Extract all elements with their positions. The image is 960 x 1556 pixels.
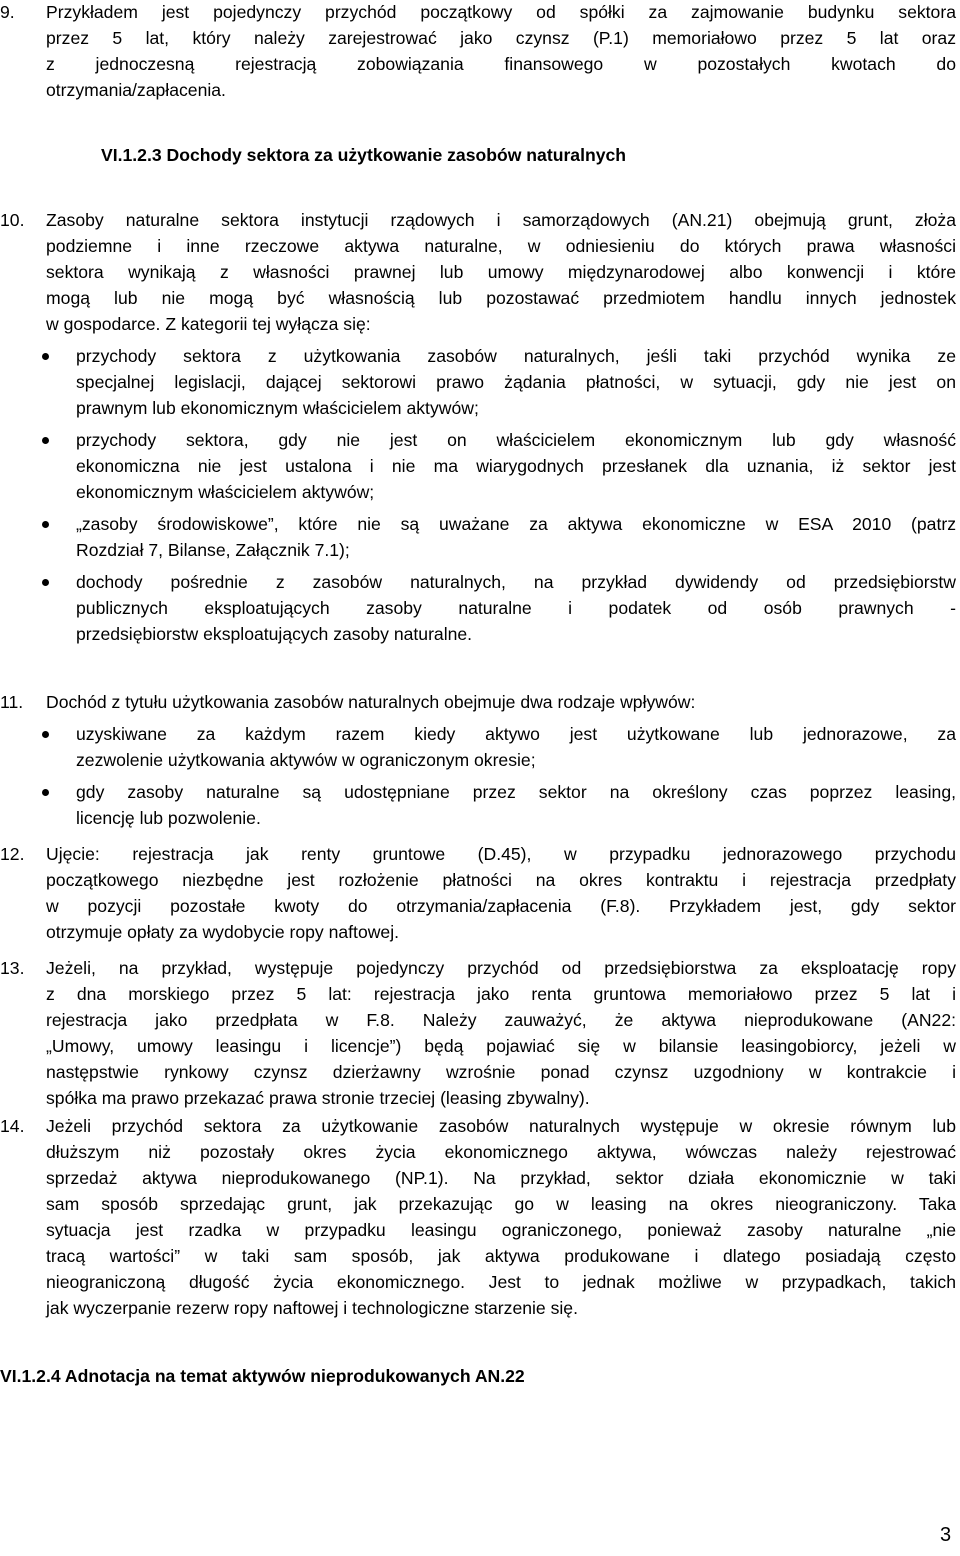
text-line: publicznych eksploatujących zasoby naturalne i podatek od osób prawnych - bbox=[76, 598, 956, 618]
text-line: ekonomiczna nie jest ustalona i nie ma wiarygodnych przesłanek dla uznania, iż sektor jest bbox=[76, 456, 956, 476]
text-line: otrzymania/zapłacenia. bbox=[46, 80, 226, 100]
text-line: Ujęcie: rejestracja jak renty gruntowe (D.45), w przypadku jednorazowego przychodu bbox=[46, 844, 956, 864]
text-line: w pozycji pozostałe kwoty do otrzymania/zapłacenia (F.8). Przykładem jest, gdy sektor bbox=[46, 896, 956, 916]
text-line: w gospodarce. Z kategorii tej wyłącza się: bbox=[46, 314, 371, 334]
text-line: ekonomicznym właścicielem aktywów; bbox=[76, 482, 375, 502]
text-line: podziemne i inne rzeczowe aktywa naturalne, w odniesieniu do których prawa własności bbox=[46, 236, 956, 256]
text-line: Zasoby naturalne sektora instytucji rządowych i samorządowych (AN.21) obejmują grunt, złoża bbox=[46, 210, 956, 230]
text-line: zezwolenie użytkowania aktywów w ograniczonym okresie; bbox=[76, 750, 536, 770]
text-line: następstwie rynkowy czynsz dzierżawny wzrośnie ponad czynsz uzgodniony w kontrakcie i bbox=[46, 1062, 956, 1082]
text-line: z jednoczesną rejestracją zobowiązania finansowego w pozostałych kwotach do bbox=[46, 54, 956, 74]
text-line: jak wyczerpanie rezerw ropy naftowej i technologiczne starzenie się. bbox=[46, 1298, 578, 1318]
text-line: „Umowy, umowy leasingu i licencje”) będą pojawiać się w bilansie leasingobiorcy, jeżeli w bbox=[46, 1036, 956, 1056]
text-line: nieograniczoną długość życia ekonomicznego. Jest to jednak możliwe w przypadkach, takich bbox=[46, 1272, 956, 1292]
text-line: dłuższym niż pozostały okres życia ekonomicznego aktywa, wówczas należy rejestrować bbox=[46, 1142, 956, 1162]
text-line: Przykładem jest pojedynczy przychód początkowy od spółki za zajmowanie budynku sektora bbox=[46, 2, 956, 22]
text-line: mogą lub nie mogą być własnością lub pozostawać przedmiotem handlu innych jednostek bbox=[46, 288, 956, 308]
text-line: gdy zasoby naturalne są udostępniane przez sektor na określony czas poprzez leasing, bbox=[76, 782, 956, 802]
text-line: początkowego niezbędne jest rozłożenie płatności na okres kontraktu i rejestracja przedpłaty bbox=[46, 870, 956, 890]
paragraph-number: 11. bbox=[0, 692, 24, 712]
paragraph-number: 10. bbox=[0, 210, 25, 230]
text-line: sytuacja jest rzadka w przypadku leasingu ograniczonego, ponieważ zasoby naturalne „nie bbox=[46, 1220, 956, 1240]
text-line: Jeżeli, na przykład, występuje pojedynczy przychód od przedsiębiorstwa za eksploatację ropy bbox=[46, 958, 956, 978]
text-line: z dna morskiego przez 5 lat: rejestracja jako renta gruntowa memoriałowo przez 5 lat i bbox=[46, 984, 956, 1004]
section-heading: VI.1.2.3 Dochody sektora za użytkowanie zasobów naturalnych bbox=[101, 145, 627, 165]
section-heading: VI.1.2.4 Adnotacja na temat aktywów nieprodukowanych AN.22 bbox=[0, 1366, 525, 1386]
page-number: 3 bbox=[940, 1524, 952, 1546]
paragraph-number: 14. bbox=[0, 1116, 25, 1136]
text-line: spółka ma prawo przekazać prawa stronie trzeciej (leasing zbywalny). bbox=[46, 1088, 590, 1108]
text-line: otrzymuje opłaty za wydobycie ropy naftowej. bbox=[46, 922, 400, 942]
bullet-icon bbox=[42, 437, 49, 444]
paragraph-number: 9. bbox=[0, 2, 15, 22]
paragraph-number: 13. bbox=[0, 958, 25, 978]
text-line: Dochód z tytułu użytkowania zasobów naturalnych obejmuje dwa rodzaje wpływów: bbox=[46, 692, 696, 712]
text-line: licencję lub pozwolenie. bbox=[76, 808, 261, 828]
text-line: sam sposób sprzedając grunt, jak przekazując go w leasing na okres nieograniczony. Taka bbox=[46, 1194, 956, 1214]
text-line: przychody sektora z użytkowania zasobów naturalnych, jeśli taki przychód wynika ze bbox=[76, 346, 956, 366]
text-line: tracą wartości” w taki sam sposób, jak aktywa produkowane i dlatego posiadają często bbox=[46, 1246, 956, 1266]
text-line: dochody pośrednie z zasobów naturalnych, na przykład dywidendy od przedsiębiorstw bbox=[76, 572, 956, 592]
text-line: sektora wynikają z własności prawnej lub umowy międzynarodowej albo konwencji i które bbox=[46, 262, 956, 282]
bullet-icon bbox=[42, 789, 49, 796]
text-line: rejestracja jako przedpłata w F.8. Należy zauważyć, że aktywa nieprodukowane (AN22: bbox=[46, 1010, 956, 1030]
text-line: „zasoby środowiskowe”, które nie są uważane za aktywa ekonomiczne w ESA 2010 (patrz bbox=[76, 514, 956, 534]
bullet-icon bbox=[42, 579, 49, 586]
bullet-icon bbox=[42, 731, 49, 738]
bullet-icon bbox=[42, 521, 49, 528]
text-line: sprzedaż aktywa nieprodukowanego (NP.1). Na przykład, sektor działa ekonomicznie w taki bbox=[46, 1168, 956, 1188]
text-line: Rozdział 7, Bilanse, Załącznik 7.1); bbox=[76, 540, 350, 560]
text-line: przychody sektora, gdy nie jest on właścicielem ekonomicznym lub gdy własność bbox=[76, 430, 956, 450]
text-line: specjalnej legislacji, dającej sektorowi prawo żądania płatności, w sytuacji, gdy nie jest on bbox=[76, 372, 956, 392]
text-line: prawnym lub ekonomicznym właścicielem aktywów; bbox=[76, 398, 479, 418]
text-line: przez 5 lat, który należy zarejestrować jako czynsz (P.1) memoriałowo przez 5 lat oraz bbox=[46, 28, 956, 48]
text-line: Jeżeli przychód sektora za użytkowanie zasobów naturalnych występuje w okresie równym lub bbox=[46, 1116, 956, 1136]
text-line: przedsiębiorstw eksploatujących zasoby naturalne. bbox=[76, 624, 473, 644]
text-line: uzyskiwane za każdym razem kiedy aktywo jest użytkowane lub jednorazowe, za bbox=[76, 724, 956, 744]
bullet-icon bbox=[42, 353, 49, 360]
paragraph-number: 12. bbox=[0, 844, 25, 864]
